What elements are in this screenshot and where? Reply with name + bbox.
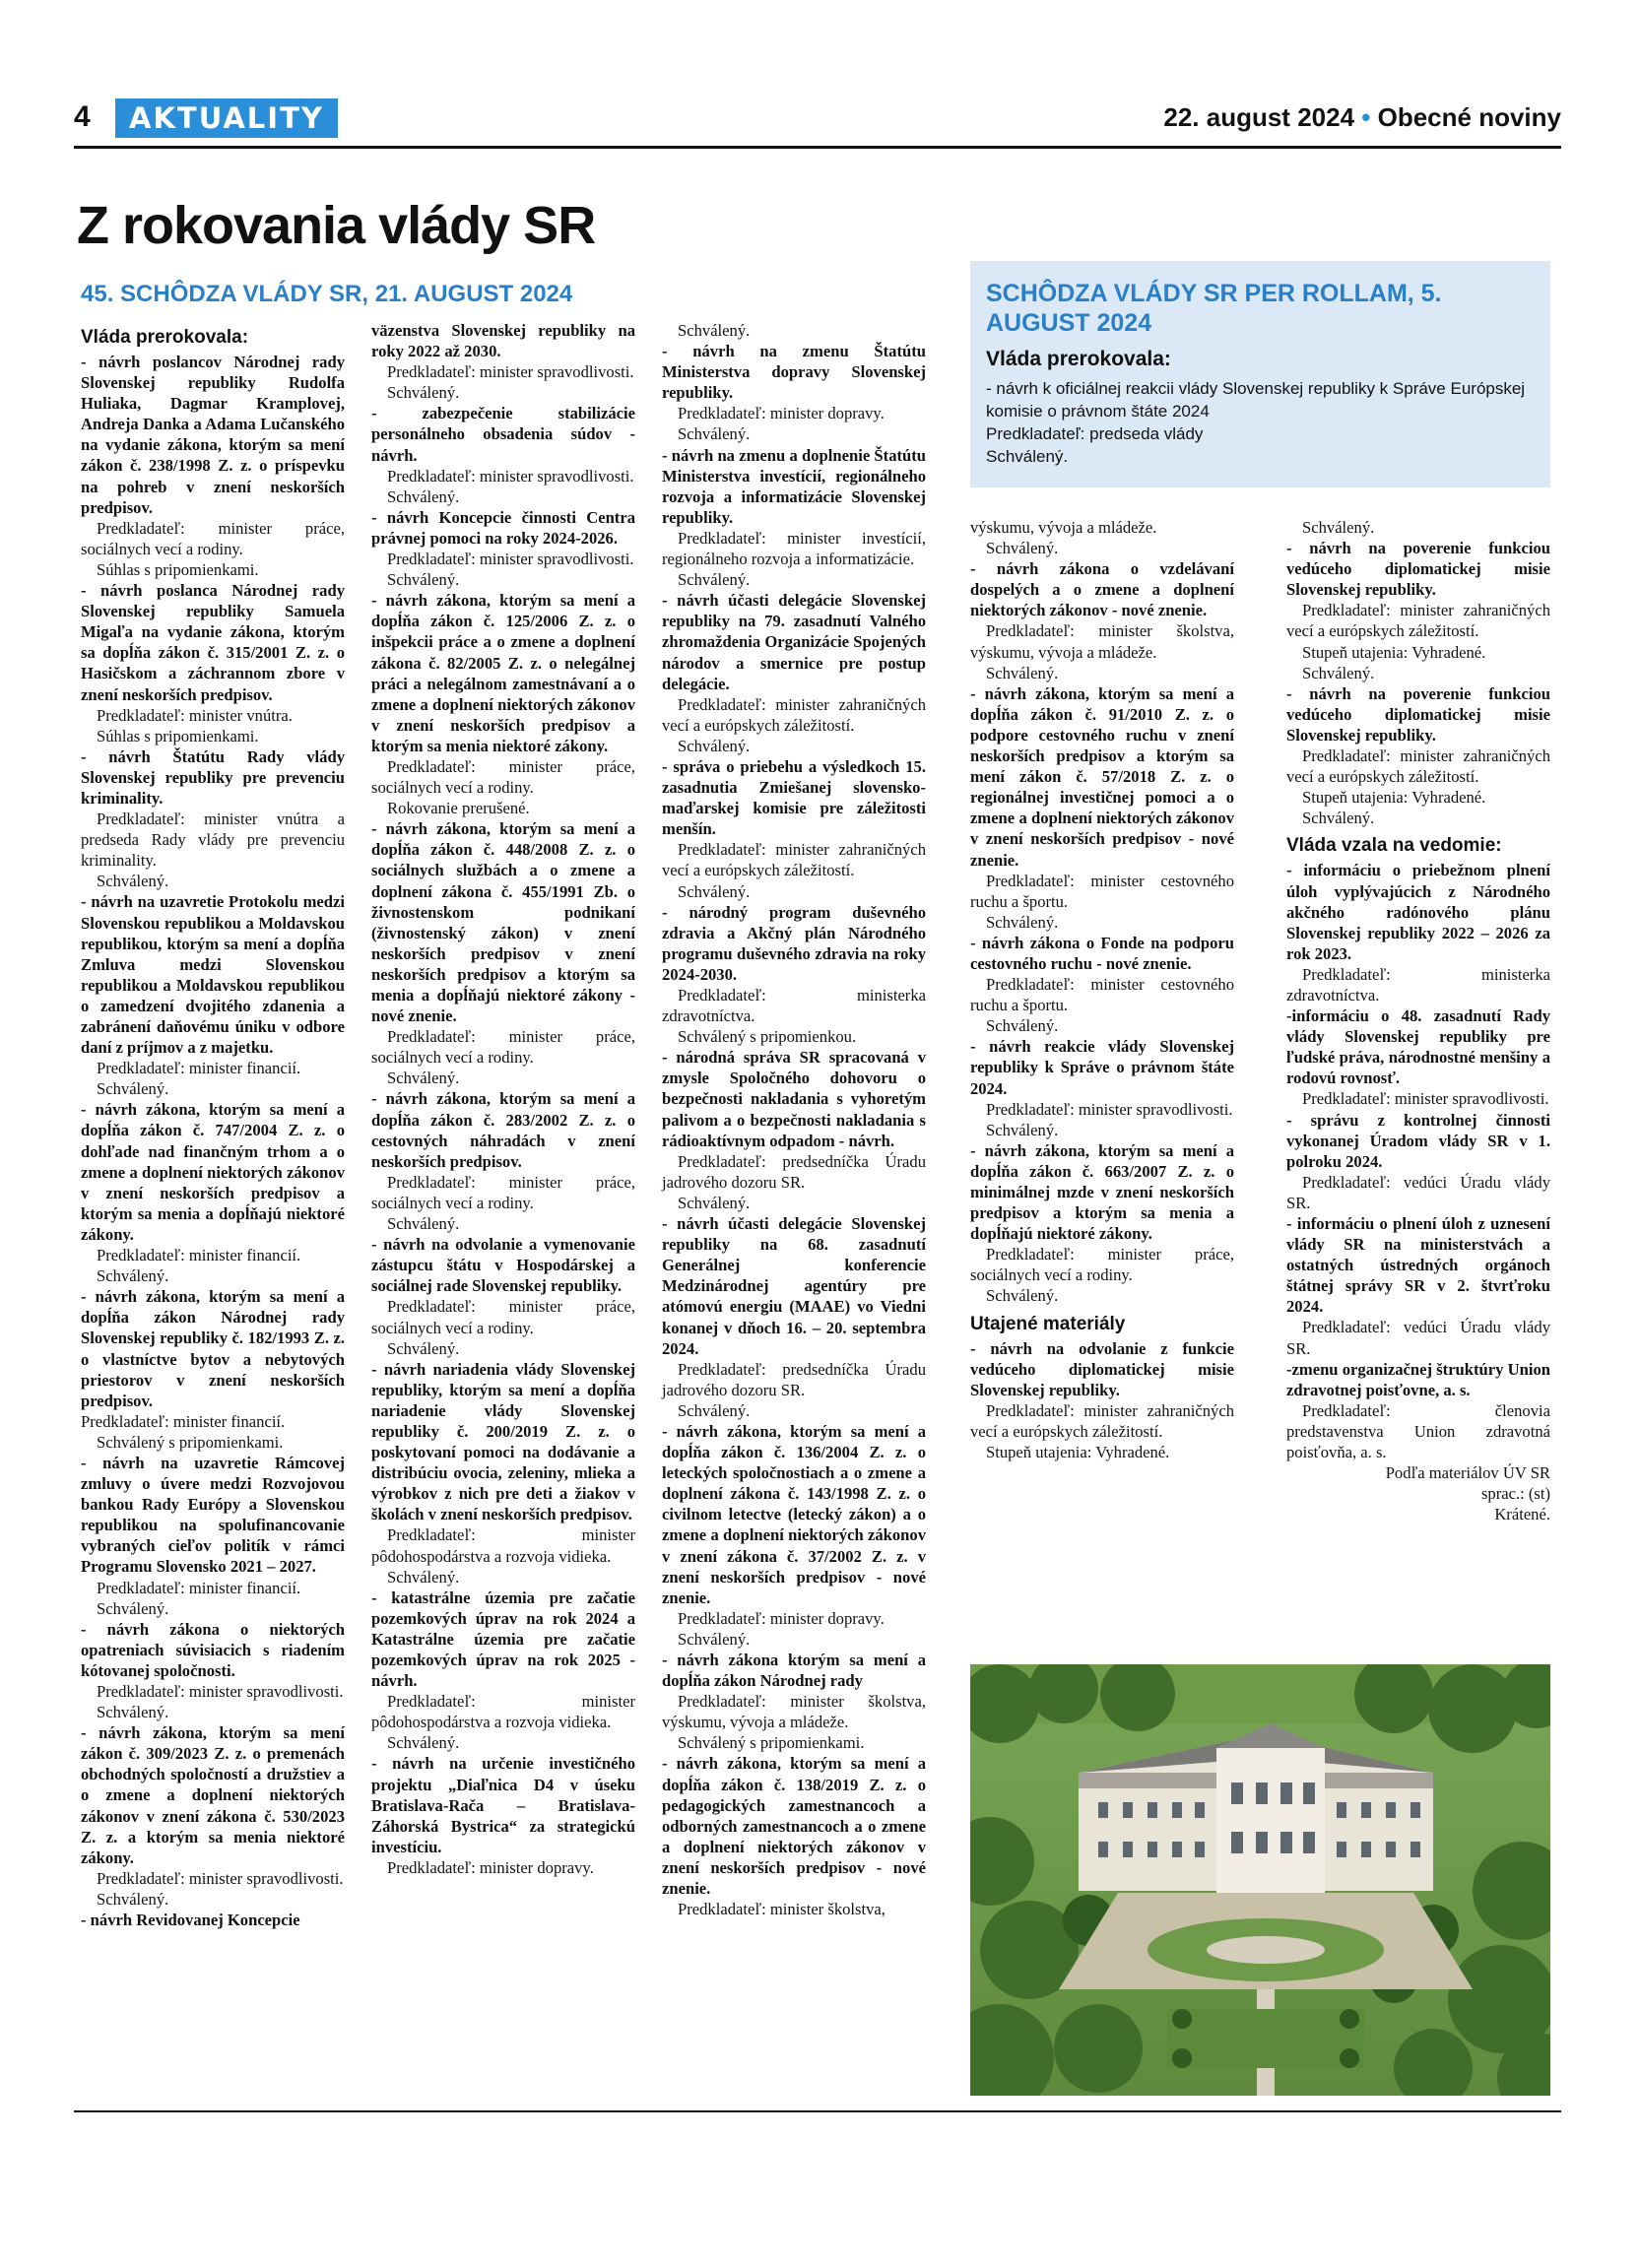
article-paragraph: Predkladateľ: minister školstva, výskumu, vývoja a mládeže. bbox=[662, 1692, 926, 1732]
article-paragraph: Predkladateľ: minister zahraničných vecí a európskych záležitostí. bbox=[970, 1400, 1234, 1441]
article-paragraph: Predkladateľ: minister práce, sociálnych vecí a rodiny. bbox=[371, 1027, 635, 1068]
article-paragraph: Predkladateľ: minister zahraničných vecí a európskych záležitostí. bbox=[662, 840, 926, 880]
footer-rule bbox=[74, 2110, 1561, 2112]
article-paragraph: - návrh zákona ktorým sa mení a dopĺňa zákon Národnej rady bbox=[662, 1651, 926, 1691]
article-paragraph: Schválený. bbox=[986, 1286, 1059, 1306]
article-paragraph: väzenstva Slovenskej republiky na roky 2022 až 2030. bbox=[371, 321, 635, 361]
article-paragraph: - návrh zákona o vzdelávaní dospelých a o zmene a doplnení niektorých zákonov - nové znenie. bbox=[970, 559, 1234, 620]
article-paragraph: Predkladateľ: minister spravodlivosti. bbox=[387, 362, 634, 382]
article-paragraph: Schválený. bbox=[387, 1567, 460, 1587]
per-rollam-subheading: Vláda prerokovala: bbox=[986, 348, 1171, 370]
article-paragraph: - návrh na zmenu Štatútu Ministerstva dopravy Slovenskej republiky. bbox=[662, 342, 926, 403]
article-paragraph: - návrh účasti delegácie Slovenskej republiky na 68. zasadnutí Generálnej konferencie Medzinárodnej agentúry pre atómovú energiu (MAAE) vo Viedni konanej v dňoch 16. – 20. septembra 2024. bbox=[662, 1214, 926, 1358]
article-paragraph: - návrh reakcie vlády Slovenskej republiky k Správe o právnom štáte 2024. bbox=[970, 1037, 1234, 1098]
government-building-illustration bbox=[970, 1664, 1550, 2096]
article-paragraph: Schválený. bbox=[678, 736, 751, 755]
article-paragraph: Schválený. bbox=[97, 1598, 169, 1618]
per-rollam-body bbox=[986, 377, 1535, 468]
article-paragraph: Schválený. bbox=[387, 486, 460, 506]
page-header bbox=[74, 98, 1561, 146]
article-paragraph: Predkladateľ: minister spravodlivosti. bbox=[387, 466, 634, 486]
article-paragraph: Schválený. bbox=[986, 1016, 1059, 1036]
article-paragraph: - návrh nariadenia vlády Slovenskej republiky, ktorým sa mení a dopĺňa nariadenie vlády Slovenskej republiky č. 200/2019 Z. z. o poskytovaní pomoci na dodávanie a distribúciu ovocia, zeleniny, mlieka a výrobkov z nich pre deti a žiakov v školách v znení neskorších predpisov. bbox=[371, 1359, 635, 1524]
article-paragraph: Predkladateľ: minister spravodlivosti. bbox=[986, 1099, 1233, 1119]
article-column-2 bbox=[371, 320, 635, 1878]
article-paragraph: - návrh na poverenie funkciou vedúceho diplomatickej misie Slovenskej republiky. bbox=[1286, 683, 1550, 745]
per-rollam-status: Schválený. bbox=[986, 447, 1069, 466]
article-paragraph: - návrh zákona, ktorým sa mení a dopĺňa zákon č. 747/2004 Z. z. o dohľade nad finančným trhom a o zmene a doplnení niektorých zákonov v znení neskorších predpisov a ktorým sa menia a dopĺňajú niektoré zákony. bbox=[81, 1100, 345, 1244]
article-paragraph: Schválený. bbox=[986, 663, 1059, 682]
article-paragraph: Podľa materiálov ÚV SR bbox=[1385, 1463, 1550, 1483]
article-paragraph: Predkladateľ: minister spravodlivosti. bbox=[97, 1682, 344, 1701]
per-rollam-title: SCHÔDZA VLÁDY SR PER ROLLAM, 5. AUGUST 2024 bbox=[986, 280, 1442, 337]
article-paragraph: Predkladateľ: minister financií. bbox=[81, 1411, 286, 1431]
article-paragraph: - informáciu o plnení úloh z uznesení vlády SR na ministerstvách a ostatných ústredných orgánoch štátnej správy SR v 2. štvrťroku 2024. bbox=[1286, 1214, 1550, 1317]
separator-dot: • bbox=[1361, 102, 1371, 132]
article-paragraph: Schválený. bbox=[97, 872, 169, 891]
article-paragraph: Súhlas s pripomienkami. bbox=[97, 726, 259, 745]
article-paragraph: - návrh zákona, ktorým sa mení a dopĺňa zákon č. 663/2007 Z. z. o minimálnej mzde v znení neskorších predpisov a ktorým sa menia a dopĺňajú niektoré zákony. bbox=[970, 1140, 1234, 1244]
article-paragraph: -zmenu organizačnej štruktúry Union zdravotnej poisťovne, a. s. bbox=[1286, 1359, 1550, 1399]
article-column-1 bbox=[81, 320, 345, 1930]
article-paragraph: - návrh zákona, ktorým sa mení a dopĺňa zákon č. 136/2004 Z. z. o leteckých spoločnostiach a o zmene a doplnení zákona č. 143/1998 Z. z. o civilnom letectve (letecký zákon) a o zmene a doplnení niektorých zákonov v znení zákona č. 37/2002 Z. z. v znení neskorších predpisov - nové znenie. bbox=[662, 1421, 926, 1607]
article-paragraph: - návrh na odvolanie z funkcie vedúceho diplomatickej misie Slovenskej republiky. bbox=[970, 1338, 1234, 1399]
article-paragraph: Schválený. bbox=[986, 912, 1059, 932]
article-paragraph: Schválený. bbox=[986, 1120, 1059, 1139]
article-paragraph: - národná správa SR spracovaná v zmysle Spoločného dohovoru o bezpečnosti nakladania s vyhoretým palivom a o bezpečnosti nakladania s rádioaktívnym odpadom - návrh. bbox=[662, 1048, 926, 1150]
article-paragraph: - návrh zákona, ktorým sa mení zákon č. 309/2023 Z. z. o premenách obchodných spoločností a družstiev a o zmene a doplnení niektorých zákonov v znení zákona č. 530/2023 Z. z. a ktorým sa menia niektoré zákony. bbox=[81, 1723, 345, 1867]
article-paragraph: Predkladateľ: členovia predstavenstva Union zdravotná poisťovňa, a. s. bbox=[1286, 1400, 1550, 1462]
article-paragraph: Schválený. bbox=[678, 1193, 751, 1212]
article-paragraph: - správa o priebehu a výsledkoch 15. zasadnutia Zmiešanej slovensko-maďarskej komisie pre záležitosti menšín. bbox=[662, 756, 926, 839]
section-subheading: Vláda vzala na vedomie: bbox=[1286, 835, 1502, 857]
article-paragraph: sprac.: (st) bbox=[1480, 1484, 1550, 1504]
article-paragraph: Schválený. bbox=[387, 1733, 460, 1753]
government-building-photo bbox=[970, 1664, 1550, 2096]
article-paragraph: Predkladateľ: minister cestovného ruchu a športu. bbox=[970, 975, 1234, 1015]
article-paragraph: - návrh zákona, ktorým sa mení a dopĺňa zákon Národnej rady Slovenskej republiky č. 182/1993 Z. z. o vlastníctve bytov a nebytových priestorov v znení neskorších predpisov. bbox=[81, 1287, 345, 1410]
section-subheading: Utajené materiály bbox=[970, 1313, 1126, 1334]
article-paragraph: Predkladateľ: minister práce, sociálnych vecí a rodiny. bbox=[371, 1172, 635, 1212]
article-paragraph: Schválený s pripomienkami. bbox=[97, 1432, 284, 1452]
article-paragraph: - návrh zákona o niektorých opatreniach súvisiacich s riadením kótovanej spoločnosti. bbox=[81, 1619, 345, 1680]
article-paragraph: - návrh zákona, ktorým sa mení a dopĺňa zákon č. 448/2008 Z. z. o sociálnych službách a o zmene a doplnení zákona č. 455/1991 Zb. o živnostenskom podnikaní (živnostenský zákon) v znení neskorších predpisov v znení neskorších predpisov a ktorým sa menia a dopĺňajú niektoré zákony - nové znenie. bbox=[371, 819, 635, 1026]
issue-date: 22. august 2024 bbox=[1163, 102, 1355, 132]
article-paragraph: Predkladateľ: predsedníčka Úradu jadrového dozoru SR. bbox=[662, 1151, 926, 1192]
article-paragraph: Stupeň utajenia: Vyhradené. bbox=[986, 1443, 1170, 1462]
article-paragraph: - návrh účasti delegácie Slovenskej republiky na 79. zasadnutí Valného zhromaždenia Organizácie Spojených národov a smernice pre postup delegácie. bbox=[662, 591, 926, 693]
article-paragraph: - zabezpečenie stabilizácie personálneho obsadenia súdov - návrh. bbox=[371, 404, 635, 465]
article-paragraph: Schválený. bbox=[387, 1338, 460, 1358]
article-paragraph: Predkladateľ: vedúci Úradu vlády SR. bbox=[1286, 1172, 1550, 1212]
article-paragraph: - správu z kontrolnej činnosti vykonanej Úradom vlády SR v 1. polroku 2024. bbox=[1286, 1110, 1550, 1171]
article-paragraph: - návrh na poverenie funkciou vedúceho diplomatickej misie Slovenskej republiky. bbox=[1286, 539, 1550, 600]
article-paragraph: Predkladateľ: minister cestovného ruchu a športu. bbox=[970, 871, 1234, 911]
article-paragraph: - katastrálne územia pre začatie pozemkových úprav na rok 2024 a Katastrálne územia pre začatie pozemkových úprav na rok 2025 - návrh. bbox=[371, 1588, 635, 1691]
article-paragraph: Predkladateľ: minister práce, sociálnych vecí a rodiny. bbox=[81, 518, 345, 558]
article-paragraph: - informáciu o priebežnom plnení úloh vyplývajúcich z Národného akčného radónového plánu Slovenskej republiky 2022 – 2026 za rok 2023. bbox=[1286, 861, 1550, 963]
article-paragraph: Predkladateľ: minister pôdohospodárstva a rozvoja vidieka. bbox=[371, 1692, 635, 1732]
issue-info bbox=[1163, 102, 1561, 133]
article-paragraph: - návrh na uzavretie Rámcovej zmluvy o úvere medzi Rozvojovou bankou Rady Európy a Slovenskou republikou na spolufinancovanie vybraných cieľov politík v rámci Programu Slovensko 2021 – 2027. bbox=[81, 1453, 345, 1577]
article-paragraph: Schválený. bbox=[97, 1266, 169, 1286]
article-paragraph: Schválený. bbox=[678, 1400, 751, 1420]
article-paragraph: Rokovanie prerušené. bbox=[387, 799, 530, 818]
article-paragraph: Schválený. bbox=[986, 539, 1059, 558]
publication-name: Obecné noviny bbox=[1377, 102, 1561, 132]
section-subheading: Vláda prerokovala: bbox=[81, 327, 249, 348]
article-paragraph: Predkladateľ: minister investícií, regionálneho rozvoja a informatizácie. bbox=[662, 528, 926, 569]
article-paragraph: - návrh na zmenu a doplnenie Štatútu Ministerstva investícií, regionálneho rozvoja a informatizácie Slovenskej republiky. bbox=[662, 445, 926, 527]
article-paragraph: Krátené. bbox=[1494, 1505, 1550, 1524]
article-paragraph: - návrh zákona o Fonde na podporu cestovného ruchu - nové znenie. bbox=[970, 933, 1234, 973]
article-paragraph: Schválený s pripomienkou. bbox=[678, 1027, 857, 1047]
page-number: 4 bbox=[74, 100, 91, 133]
article-paragraph: Predkladateľ: minister vnútra a predseda Rady vlády pre prevenciu kriminality. bbox=[81, 810, 345, 871]
article-paragraph: Predkladateľ: minister zahraničných vecí a európskych záležitostí. bbox=[662, 694, 926, 735]
article-paragraph: Schválený. bbox=[678, 1629, 751, 1649]
article-paragraph: Predkladateľ: minister spravodlivosti. bbox=[1302, 1089, 1549, 1109]
article-paragraph: Schválený. bbox=[387, 383, 460, 403]
article-paragraph: - návrh na odvolanie a vymenovanie zástupcu štátu v Hospodárskej a sociálnej rade Slovenskej republiky. bbox=[371, 1235, 635, 1296]
article-paragraph: Predkladateľ: minister práce, sociálnych vecí a rodiny. bbox=[371, 1297, 635, 1337]
page-title: Z rokovania vlády SR bbox=[77, 196, 596, 255]
article-paragraph: Predkladateľ: minister dopravy. bbox=[678, 404, 885, 423]
article-paragraph: - návrh na určenie investičného projektu „Diaľnica D4 v úseku Bratislava-Rača – Bratislava-Záhorská Bystrica“ za strategickú investíciu. bbox=[371, 1754, 635, 1856]
article-paragraph: Predkladateľ: ministerka zdravotníctva. bbox=[1286, 964, 1550, 1004]
article-paragraph: Predkladateľ: minister školstva, bbox=[678, 1900, 886, 1919]
article-paragraph: - národný program duševného zdravia a Akčný plán Národného programu duševného zdravia na roky 2024-2030. bbox=[662, 902, 926, 984]
article-paragraph: Predkladateľ: minister práce, sociálnych vecí a rodiny. bbox=[371, 756, 635, 798]
article-paragraph: - návrh Koncepcie činnosti Centra právnej pomoci na roky 2024-2026. bbox=[371, 507, 635, 548]
article-paragraph: výskumu, vývoja a mládeže. bbox=[970, 518, 1157, 537]
article-paragraph: Predkladateľ: minister financií. bbox=[97, 1246, 301, 1265]
article-paragraph: Predkladateľ: ministerka zdravotníctva. bbox=[662, 986, 926, 1026]
article-paragraph: - návrh zákona, ktorým sa mení a dopĺňa zákon č. 138/2019 Z. z. o pedagogických zamestnancoch a odborných zamestnancoch a o zmene a doplnení niektorých zákonov v znení neskorších predpisov - nové znenie. bbox=[662, 1754, 926, 1899]
article-paragraph: Predkladateľ: minister financií. bbox=[97, 1578, 301, 1597]
article-paragraph: Schválený s pripomienkami. bbox=[678, 1733, 865, 1753]
section-badge: AKTUALITY bbox=[115, 98, 338, 138]
per-rollam-proposer: Predkladateľ: predseda vlády bbox=[986, 424, 1204, 443]
article-paragraph: Schválený. bbox=[678, 570, 751, 590]
article-paragraph: Schválený. bbox=[97, 1079, 169, 1099]
article-paragraph: Predkladateľ: vedúci Úradu vlády SR. bbox=[1286, 1318, 1550, 1358]
article-paragraph: - návrh poslancov Národnej rady Slovenskej republiky Rudolfa Huliaka, Dagmar Kramplovej, Andreja Danka a Adama Lučanského na vydanie zákona, ktorým sa mení zákon č. 238/1998 Z. z. o príspevku na pohreb v znení neskorších predpisov. bbox=[81, 353, 345, 517]
article-paragraph: Súhlas s pripomienkami. bbox=[97, 559, 259, 579]
per-rollam-item: - návrh k oficiálnej reakcii vlády Slovenskej republiky k Správe Európskej komisie o právnom štáte 2024 bbox=[986, 379, 1526, 421]
article-paragraph: Schválený. bbox=[1302, 663, 1375, 682]
article-paragraph: Schválený. bbox=[387, 570, 460, 590]
article-paragraph: Schválený. bbox=[97, 1889, 169, 1909]
article-column-4 bbox=[970, 517, 1234, 1462]
article-paragraph: - návrh poslanca Národnej rady Slovenskej republiky Samuela Migaľa na vydanie zákona, ktorým sa dopĺňa zákon č. 315/2001 Z. z. o Hasičskom a záchrannom zbore v znení neskorších predpisov. bbox=[81, 581, 345, 704]
article-paragraph: Stupeň utajenia: Vyhradené. bbox=[1302, 642, 1486, 662]
article-paragraph: Schválený. bbox=[678, 321, 751, 340]
article-column-3 bbox=[662, 320, 926, 1919]
article-paragraph: - návrh Revidovanej Koncepcie bbox=[81, 1911, 300, 1930]
article-paragraph: - návrh na uzavretie Protokolu medzi Slovenskou republikou a Moldavskou republikou, ktorým sa mení a dopĺňa Zmluva medzi Slovenskou republikou a Moldavskou republikou o zamedzení dvojitého zdanenia a zabránení daňovému úniku v odbore daní z príjmov a z majetku. bbox=[81, 892, 345, 1058]
meeting-heading: 45. SCHÔDZA VLÁDY SR, 21. AUGUST 2024 bbox=[81, 281, 573, 307]
article-paragraph: - návrh zákona, ktorým sa mení a dopĺňa zákon č. 91/2010 Z. z. o podpore cestovného ruchu v znení neskorších predpisov a ktorým sa mení zákon č. 57/2018 Z. z. o regionálnej investičnej pomoci a o zmene a doplnení niektorých zákonov v znení neskorších predpisov - nové znenie. bbox=[970, 683, 1234, 870]
article-paragraph: Stupeň utajenia: Vyhradené. bbox=[1302, 788, 1486, 808]
article-paragraph: Predkladateľ: minister práce, sociálnych vecí a rodiny. bbox=[970, 1245, 1234, 1285]
article-paragraph: Predkladateľ: minister vnútra. bbox=[97, 705, 293, 725]
article-paragraph: - návrh Štatútu Rady vlády Slovenskej republiky pre prevenciu kriminality. bbox=[81, 746, 345, 808]
article-paragraph: Predkladateľ: minister pôdohospodárstva a rozvoja vidieka. bbox=[371, 1525, 635, 1566]
header-rule bbox=[74, 146, 1561, 149]
article-paragraph: Predkladateľ: minister zahraničných vecí a európskych záležitostí. bbox=[1286, 746, 1550, 787]
article-paragraph: Schválený. bbox=[1302, 809, 1375, 828]
article-paragraph: Schválený. bbox=[387, 1214, 460, 1234]
article-column-5 bbox=[1286, 517, 1550, 1524]
article-paragraph: Schválený. bbox=[678, 881, 751, 901]
article-paragraph: Predkladateľ: predsedníčka Úradu jadrového dozoru SR. bbox=[662, 1359, 926, 1399]
article-paragraph: Predkladateľ: minister školstva, výskumu, vývoja a mládeže. bbox=[970, 621, 1234, 662]
article-paragraph: - návrh zákona, ktorým sa mení a dopĺňa zákon č. 283/2002 Z. z. o cestovných náhradách v znení neskorších predpisov. bbox=[371, 1089, 635, 1171]
article-paragraph: Predkladateľ: minister spravodlivosti. bbox=[97, 1868, 344, 1888]
article-paragraph: -informáciu o 48. zasadnutí Rady vlády Slovenskej republiky pre ľudské práva, národnostné menšiny a rodovú rovnosť. bbox=[1286, 1006, 1550, 1088]
article-paragraph: Schválený. bbox=[387, 1069, 460, 1088]
per-rollam-box bbox=[970, 261, 1550, 487]
article-paragraph: - návrh zákona, ktorým sa mení a dopĺňa zákon č. 125/2006 Z. z. o inšpekcii práce a o zmene a doplnení zákona č. 82/2005 Z. z. o nelegálnej práci a nelegálnom zamestnávaní a o zmene a doplnení niektorých zákonov v znení neskorších predpisov a ktorým sa menia niektoré zákony. bbox=[371, 591, 635, 755]
article-paragraph: Predkladateľ: minister zahraničných vecí a európskych záležitostí. bbox=[1286, 601, 1550, 641]
article-paragraph: Predkladateľ: minister financií. bbox=[97, 1059, 301, 1078]
article-paragraph: Predkladateľ: minister dopravy. bbox=[678, 1608, 885, 1628]
article-paragraph: Predkladateľ: minister spravodlivosti. bbox=[387, 550, 634, 569]
article-paragraph: Schválený. bbox=[1302, 518, 1375, 537]
article-paragraph: Schválený. bbox=[97, 1703, 169, 1722]
article-paragraph: Schválený. bbox=[678, 424, 751, 444]
article-paragraph: Predkladateľ: minister dopravy. bbox=[387, 1857, 594, 1877]
